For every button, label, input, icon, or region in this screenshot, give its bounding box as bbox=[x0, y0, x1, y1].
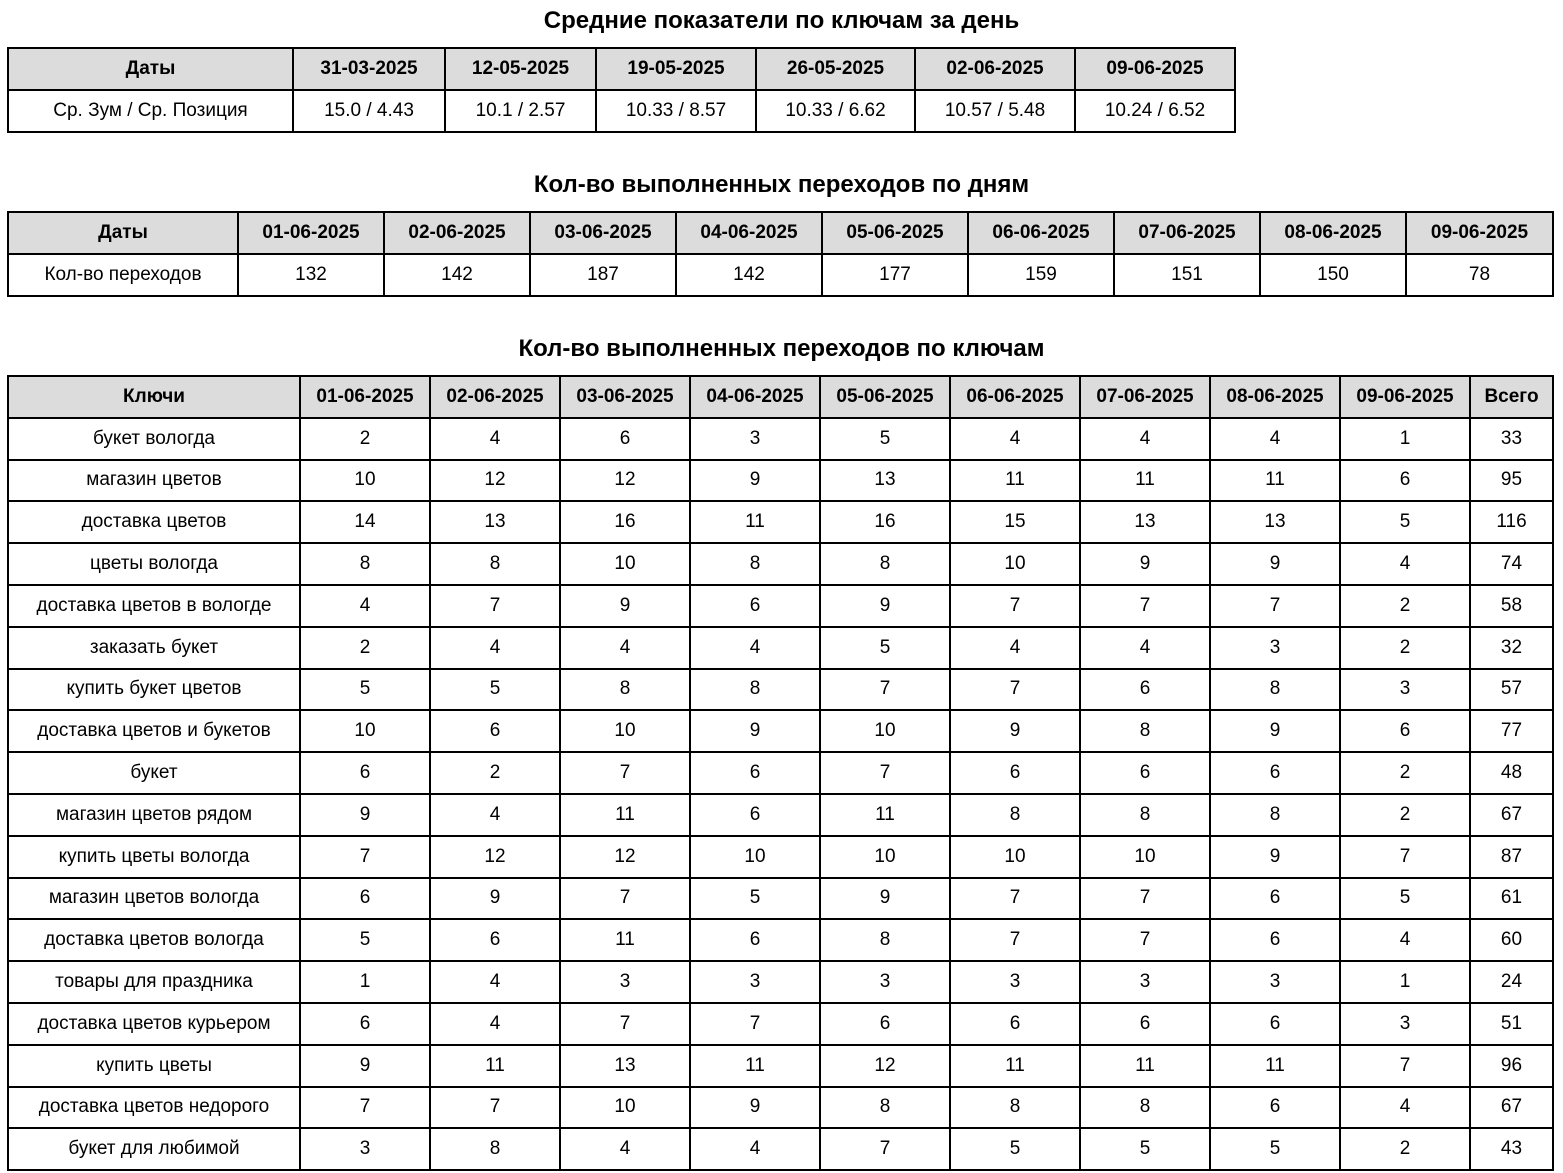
value-cell: 24 bbox=[1470, 961, 1553, 1003]
value-cell: 11 bbox=[1080, 460, 1210, 502]
row-label-cell: купить цветы bbox=[8, 1045, 300, 1087]
value-cell: 5 bbox=[820, 418, 950, 460]
value-cell: 4 bbox=[950, 627, 1080, 669]
value-cell: 6 bbox=[690, 794, 820, 836]
value-cell: 3 bbox=[1340, 1003, 1470, 1045]
table-row bbox=[8, 501, 1553, 543]
value-cell: 2 bbox=[300, 627, 430, 669]
value-cell: 16 bbox=[560, 501, 690, 543]
value-cell: 4 bbox=[690, 1128, 820, 1170]
value-cell: 142 bbox=[384, 254, 530, 296]
value-cell: 3 bbox=[1210, 961, 1340, 1003]
value-cell: 12 bbox=[560, 460, 690, 502]
column-header: 08-06-2025 bbox=[1210, 376, 1340, 418]
value-cell: 16 bbox=[820, 501, 950, 543]
value-cell: 57 bbox=[1470, 669, 1553, 711]
row-label-cell: доставка цветов в вологде bbox=[8, 585, 300, 627]
value-cell: 6 bbox=[1210, 1003, 1340, 1045]
value-cell: 10 bbox=[950, 836, 1080, 878]
value-cell: 7 bbox=[950, 585, 1080, 627]
value-cell: 11 bbox=[690, 501, 820, 543]
value-cell: 11 bbox=[950, 460, 1080, 502]
value-cell: 10 bbox=[560, 710, 690, 752]
value-cell: 4 bbox=[560, 1128, 690, 1170]
value-cell: 7 bbox=[1080, 878, 1210, 920]
row-label-header: Даты bbox=[8, 212, 238, 254]
value-cell: 3 bbox=[950, 961, 1080, 1003]
row-label-cell: магазин цветов вологда bbox=[8, 878, 300, 920]
value-cell: 11 bbox=[690, 1045, 820, 1087]
column-header: Всего bbox=[1470, 376, 1553, 418]
row-label-cell: купить букет цветов bbox=[8, 669, 300, 711]
value-cell: 13 bbox=[560, 1045, 690, 1087]
column-header: 09-06-2025 bbox=[1406, 212, 1553, 254]
value-cell: 4 bbox=[430, 1003, 560, 1045]
value-cell: 3 bbox=[300, 1128, 430, 1170]
value-cell: 2 bbox=[1340, 627, 1470, 669]
value-cell: 9 bbox=[560, 585, 690, 627]
column-header: 01-06-2025 bbox=[238, 212, 384, 254]
value-cell: 6 bbox=[690, 919, 820, 961]
value-cell: 11 bbox=[950, 1045, 1080, 1087]
value-cell: 7 bbox=[950, 669, 1080, 711]
column-header: 07-06-2025 bbox=[1080, 376, 1210, 418]
column-header: 09-06-2025 bbox=[1340, 376, 1470, 418]
column-header: 07-06-2025 bbox=[1114, 212, 1260, 254]
value-cell: 6 bbox=[1340, 710, 1470, 752]
column-header: 02-06-2025 bbox=[430, 376, 560, 418]
value-cell: 6 bbox=[300, 878, 430, 920]
value-cell: 5 bbox=[300, 669, 430, 711]
value-cell: 13 bbox=[1080, 501, 1210, 543]
value-cell: 8 bbox=[820, 919, 950, 961]
value-cell: 9 bbox=[300, 794, 430, 836]
row-label-cell: доставка цветов и букетов bbox=[8, 710, 300, 752]
value-cell: 6 bbox=[1340, 460, 1470, 502]
value-cell: 13 bbox=[820, 460, 950, 502]
table-row bbox=[8, 418, 1553, 460]
row-label-cell: Ср. Зум / Ср. Позиция bbox=[8, 90, 293, 132]
value-cell: 1 bbox=[300, 961, 430, 1003]
value-cell: 10 bbox=[300, 460, 430, 502]
column-header: 05-06-2025 bbox=[822, 212, 968, 254]
value-cell: 15.0 / 4.43 bbox=[293, 90, 445, 132]
value-cell: 6 bbox=[300, 1003, 430, 1045]
value-cell: 3 bbox=[1210, 627, 1340, 669]
value-cell: 10 bbox=[820, 710, 950, 752]
row-label-cell: букет вологда bbox=[8, 418, 300, 460]
table-row bbox=[8, 669, 1553, 711]
value-cell: 4 bbox=[690, 627, 820, 669]
value-cell: 177 bbox=[822, 254, 968, 296]
value-cell: 7 bbox=[1210, 585, 1340, 627]
value-cell: 6 bbox=[430, 710, 560, 752]
value-cell: 10 bbox=[690, 836, 820, 878]
value-cell: 8 bbox=[690, 543, 820, 585]
value-cell: 4 bbox=[1340, 543, 1470, 585]
value-cell: 96 bbox=[1470, 1045, 1553, 1087]
value-cell: 11 bbox=[1080, 1045, 1210, 1087]
value-cell: 12 bbox=[430, 460, 560, 502]
value-cell: 5 bbox=[690, 878, 820, 920]
value-cell: 67 bbox=[1470, 1087, 1553, 1129]
value-cell: 10 bbox=[560, 1087, 690, 1129]
value-cell: 6 bbox=[690, 752, 820, 794]
value-cell: 4 bbox=[1210, 418, 1340, 460]
value-cell: 7 bbox=[560, 878, 690, 920]
value-cell: 12 bbox=[430, 836, 560, 878]
value-cell: 9 bbox=[820, 585, 950, 627]
table-row bbox=[8, 878, 1553, 920]
value-cell: 10 bbox=[300, 710, 430, 752]
value-cell: 7 bbox=[820, 1128, 950, 1170]
row-label-cell: доставка цветов bbox=[8, 501, 300, 543]
table-row bbox=[8, 585, 1553, 627]
value-cell: 3 bbox=[690, 961, 820, 1003]
value-cell: 2 bbox=[1340, 794, 1470, 836]
value-cell: 6 bbox=[820, 1003, 950, 1045]
value-cell: 8 bbox=[560, 669, 690, 711]
value-cell: 3 bbox=[1080, 961, 1210, 1003]
value-cell: 1 bbox=[1340, 418, 1470, 460]
row-label-header: Даты bbox=[8, 48, 293, 90]
avg-metrics-table bbox=[7, 47, 1236, 133]
column-header: 26-05-2025 bbox=[756, 48, 915, 90]
table-row bbox=[8, 794, 1553, 836]
value-cell: 5 bbox=[1210, 1128, 1340, 1170]
value-cell: 7 bbox=[560, 1003, 690, 1045]
column-header: 02-06-2025 bbox=[915, 48, 1075, 90]
value-cell: 10 bbox=[1080, 836, 1210, 878]
value-cell: 187 bbox=[530, 254, 676, 296]
value-cell: 67 bbox=[1470, 794, 1553, 836]
value-cell: 9 bbox=[1210, 543, 1340, 585]
value-cell: 61 bbox=[1470, 878, 1553, 920]
row-label-cell: магазин цветов bbox=[8, 460, 300, 502]
column-header: 31-03-2025 bbox=[293, 48, 445, 90]
value-cell: 10.24 / 6.52 bbox=[1075, 90, 1235, 132]
value-cell: 4 bbox=[430, 794, 560, 836]
value-cell: 2 bbox=[1340, 1128, 1470, 1170]
value-cell: 11 bbox=[1210, 1045, 1340, 1087]
value-cell: 159 bbox=[968, 254, 1114, 296]
value-cell: 2 bbox=[1340, 752, 1470, 794]
row-label-cell: товары для праздника bbox=[8, 961, 300, 1003]
value-cell: 2 bbox=[430, 752, 560, 794]
value-cell: 6 bbox=[430, 919, 560, 961]
value-cell: 8 bbox=[430, 1128, 560, 1170]
value-cell: 9 bbox=[820, 878, 950, 920]
value-cell: 5 bbox=[950, 1128, 1080, 1170]
value-cell: 132 bbox=[238, 254, 384, 296]
value-cell: 7 bbox=[820, 669, 950, 711]
column-header: 06-06-2025 bbox=[950, 376, 1080, 418]
column-header: 02-06-2025 bbox=[384, 212, 530, 254]
value-cell: 4 bbox=[1080, 627, 1210, 669]
value-cell: 4 bbox=[300, 585, 430, 627]
value-cell: 9 bbox=[430, 878, 560, 920]
column-header: 06-06-2025 bbox=[968, 212, 1114, 254]
value-cell: 10 bbox=[820, 836, 950, 878]
row-label-cell: доставка цветов вологда bbox=[8, 919, 300, 961]
value-cell: 33 bbox=[1470, 418, 1553, 460]
row-label-cell: букет для любимой bbox=[8, 1128, 300, 1170]
value-cell: 8 bbox=[1080, 1087, 1210, 1129]
value-cell: 9 bbox=[300, 1045, 430, 1087]
value-cell: 5 bbox=[430, 669, 560, 711]
value-cell: 10.57 / 5.48 bbox=[915, 90, 1075, 132]
row-label-cell: доставка цветов недорого bbox=[8, 1087, 300, 1129]
value-cell: 150 bbox=[1260, 254, 1406, 296]
table-row bbox=[8, 1045, 1553, 1087]
column-header: 08-06-2025 bbox=[1260, 212, 1406, 254]
column-header: 04-06-2025 bbox=[690, 376, 820, 418]
table-row bbox=[8, 836, 1553, 878]
value-cell: 7 bbox=[430, 1087, 560, 1129]
value-cell: 2 bbox=[1340, 585, 1470, 627]
value-cell: 7 bbox=[690, 1003, 820, 1045]
value-cell: 95 bbox=[1470, 460, 1553, 502]
value-cell: 6 bbox=[300, 752, 430, 794]
row-label-cell: букет bbox=[8, 752, 300, 794]
value-cell: 3 bbox=[820, 961, 950, 1003]
value-cell: 9 bbox=[690, 710, 820, 752]
row-label-cell: доставка цветов курьером bbox=[8, 1003, 300, 1045]
value-cell: 7 bbox=[560, 752, 690, 794]
value-cell: 6 bbox=[560, 418, 690, 460]
value-cell: 13 bbox=[1210, 501, 1340, 543]
value-cell: 6 bbox=[1210, 752, 1340, 794]
header-row bbox=[8, 376, 1553, 418]
column-header: 03-06-2025 bbox=[560, 376, 690, 418]
keyword-clicks-table bbox=[7, 375, 1554, 1171]
value-cell: 8 bbox=[820, 543, 950, 585]
value-cell: 10 bbox=[950, 543, 1080, 585]
value-cell: 6 bbox=[950, 752, 1080, 794]
value-cell: 7 bbox=[1340, 1045, 1470, 1087]
value-cell: 43 bbox=[1470, 1128, 1553, 1170]
value-cell: 9 bbox=[950, 710, 1080, 752]
value-cell: 7 bbox=[430, 585, 560, 627]
value-cell: 14 bbox=[300, 501, 430, 543]
header-row bbox=[8, 48, 1235, 90]
value-cell: 9 bbox=[1210, 836, 1340, 878]
value-cell: 11 bbox=[430, 1045, 560, 1087]
daily-clicks-title: Кол-во выполненных переходов по дням bbox=[533, 171, 1030, 198]
value-cell: 74 bbox=[1470, 543, 1553, 585]
value-cell: 9 bbox=[690, 1087, 820, 1129]
row-label-cell: заказать букет bbox=[8, 627, 300, 669]
value-cell: 7 bbox=[1080, 919, 1210, 961]
value-cell: 4 bbox=[1080, 418, 1210, 460]
value-cell: 4 bbox=[1340, 919, 1470, 961]
value-cell: 11 bbox=[820, 794, 950, 836]
column-header: 05-06-2025 bbox=[820, 376, 950, 418]
column-header: 03-06-2025 bbox=[530, 212, 676, 254]
value-cell: 3 bbox=[560, 961, 690, 1003]
row-label-cell: магазин цветов рядом bbox=[8, 794, 300, 836]
value-cell: 10 bbox=[560, 543, 690, 585]
value-cell: 8 bbox=[950, 1087, 1080, 1129]
value-cell: 60 bbox=[1470, 919, 1553, 961]
value-cell: 4 bbox=[430, 627, 560, 669]
value-cell: 5 bbox=[300, 919, 430, 961]
value-cell: 8 bbox=[300, 543, 430, 585]
value-cell: 7 bbox=[950, 878, 1080, 920]
daily-clicks-table bbox=[7, 211, 1554, 297]
table-row bbox=[8, 543, 1553, 585]
table-row bbox=[8, 961, 1553, 1003]
value-cell: 5 bbox=[1340, 878, 1470, 920]
value-cell: 51 bbox=[1470, 1003, 1553, 1045]
value-cell: 5 bbox=[1340, 501, 1470, 543]
column-header: 09-06-2025 bbox=[1075, 48, 1235, 90]
value-cell: 9 bbox=[690, 460, 820, 502]
value-cell: 5 bbox=[1080, 1128, 1210, 1170]
value-cell: 4 bbox=[1340, 1087, 1470, 1129]
header-row bbox=[8, 212, 1553, 254]
value-cell: 11 bbox=[560, 919, 690, 961]
table-row bbox=[8, 710, 1553, 752]
value-cell: 6 bbox=[1080, 669, 1210, 711]
value-cell: 10.33 / 8.57 bbox=[596, 90, 756, 132]
value-cell: 87 bbox=[1470, 836, 1553, 878]
value-cell: 151 bbox=[1114, 254, 1260, 296]
value-cell: 6 bbox=[1080, 752, 1210, 794]
table-row bbox=[8, 627, 1553, 669]
value-cell: 4 bbox=[560, 627, 690, 669]
value-cell: 6 bbox=[1210, 1087, 1340, 1129]
value-cell: 7 bbox=[1340, 836, 1470, 878]
value-cell: 32 bbox=[1470, 627, 1553, 669]
row-label-header: Ключи bbox=[8, 376, 300, 418]
value-cell: 8 bbox=[820, 1087, 950, 1129]
value-cell: 6 bbox=[1210, 919, 1340, 961]
value-cell: 77 bbox=[1470, 710, 1553, 752]
column-header: 04-06-2025 bbox=[676, 212, 822, 254]
value-cell: 58 bbox=[1470, 585, 1553, 627]
value-cell: 12 bbox=[560, 836, 690, 878]
table-row bbox=[8, 1003, 1553, 1045]
value-cell: 8 bbox=[690, 669, 820, 711]
value-cell: 7 bbox=[950, 919, 1080, 961]
value-cell: 116 bbox=[1470, 501, 1553, 543]
value-cell: 11 bbox=[1210, 460, 1340, 502]
avg-metrics-title: Средние показатели по ключам за день bbox=[543, 7, 1020, 34]
column-header: 12-05-2025 bbox=[445, 48, 596, 90]
value-cell: 48 bbox=[1470, 752, 1553, 794]
value-cell: 2 bbox=[300, 418, 430, 460]
value-cell: 12 bbox=[820, 1045, 950, 1087]
table-row bbox=[8, 1087, 1553, 1129]
value-cell: 4 bbox=[950, 418, 1080, 460]
value-cell: 1 bbox=[1340, 961, 1470, 1003]
value-cell: 15 bbox=[950, 501, 1080, 543]
value-cell: 9 bbox=[1080, 543, 1210, 585]
row-label-cell: Кол-во переходов bbox=[8, 254, 238, 296]
value-cell: 8 bbox=[430, 543, 560, 585]
value-cell: 7 bbox=[300, 1087, 430, 1129]
value-cell: 8 bbox=[950, 794, 1080, 836]
value-cell: 6 bbox=[1080, 1003, 1210, 1045]
value-cell: 142 bbox=[676, 254, 822, 296]
value-cell: 3 bbox=[1340, 669, 1470, 711]
table-row bbox=[8, 1128, 1553, 1170]
row-label-cell: купить цветы вологда bbox=[8, 836, 300, 878]
value-cell: 9 bbox=[1210, 710, 1340, 752]
value-cell: 7 bbox=[820, 752, 950, 794]
value-cell: 5 bbox=[820, 627, 950, 669]
value-cell: 78 bbox=[1406, 254, 1553, 296]
column-header: 19-05-2025 bbox=[596, 48, 756, 90]
value-cell: 7 bbox=[300, 836, 430, 878]
row-label-cell: цветы вологда bbox=[8, 543, 300, 585]
value-cell: 6 bbox=[690, 585, 820, 627]
value-cell: 13 bbox=[430, 501, 560, 543]
value-cell: 8 bbox=[1210, 669, 1340, 711]
value-cell: 8 bbox=[1080, 710, 1210, 752]
value-cell: 6 bbox=[1210, 878, 1340, 920]
table-row bbox=[8, 90, 1235, 132]
value-cell: 10.33 / 6.62 bbox=[756, 90, 915, 132]
table-row bbox=[8, 752, 1553, 794]
table-row bbox=[8, 919, 1553, 961]
value-cell: 4 bbox=[430, 961, 560, 1003]
value-cell: 6 bbox=[950, 1003, 1080, 1045]
keyword-clicks-title: Кол-во выполненных переходов по ключам bbox=[518, 335, 1045, 362]
value-cell: 7 bbox=[1080, 585, 1210, 627]
value-cell: 4 bbox=[430, 418, 560, 460]
table-row bbox=[8, 254, 1553, 296]
table-row bbox=[8, 460, 1553, 502]
value-cell: 11 bbox=[560, 794, 690, 836]
value-cell: 8 bbox=[1080, 794, 1210, 836]
value-cell: 3 bbox=[690, 418, 820, 460]
value-cell: 8 bbox=[1210, 794, 1340, 836]
column-header: 01-06-2025 bbox=[300, 376, 430, 418]
value-cell: 10.1 / 2.57 bbox=[445, 90, 596, 132]
